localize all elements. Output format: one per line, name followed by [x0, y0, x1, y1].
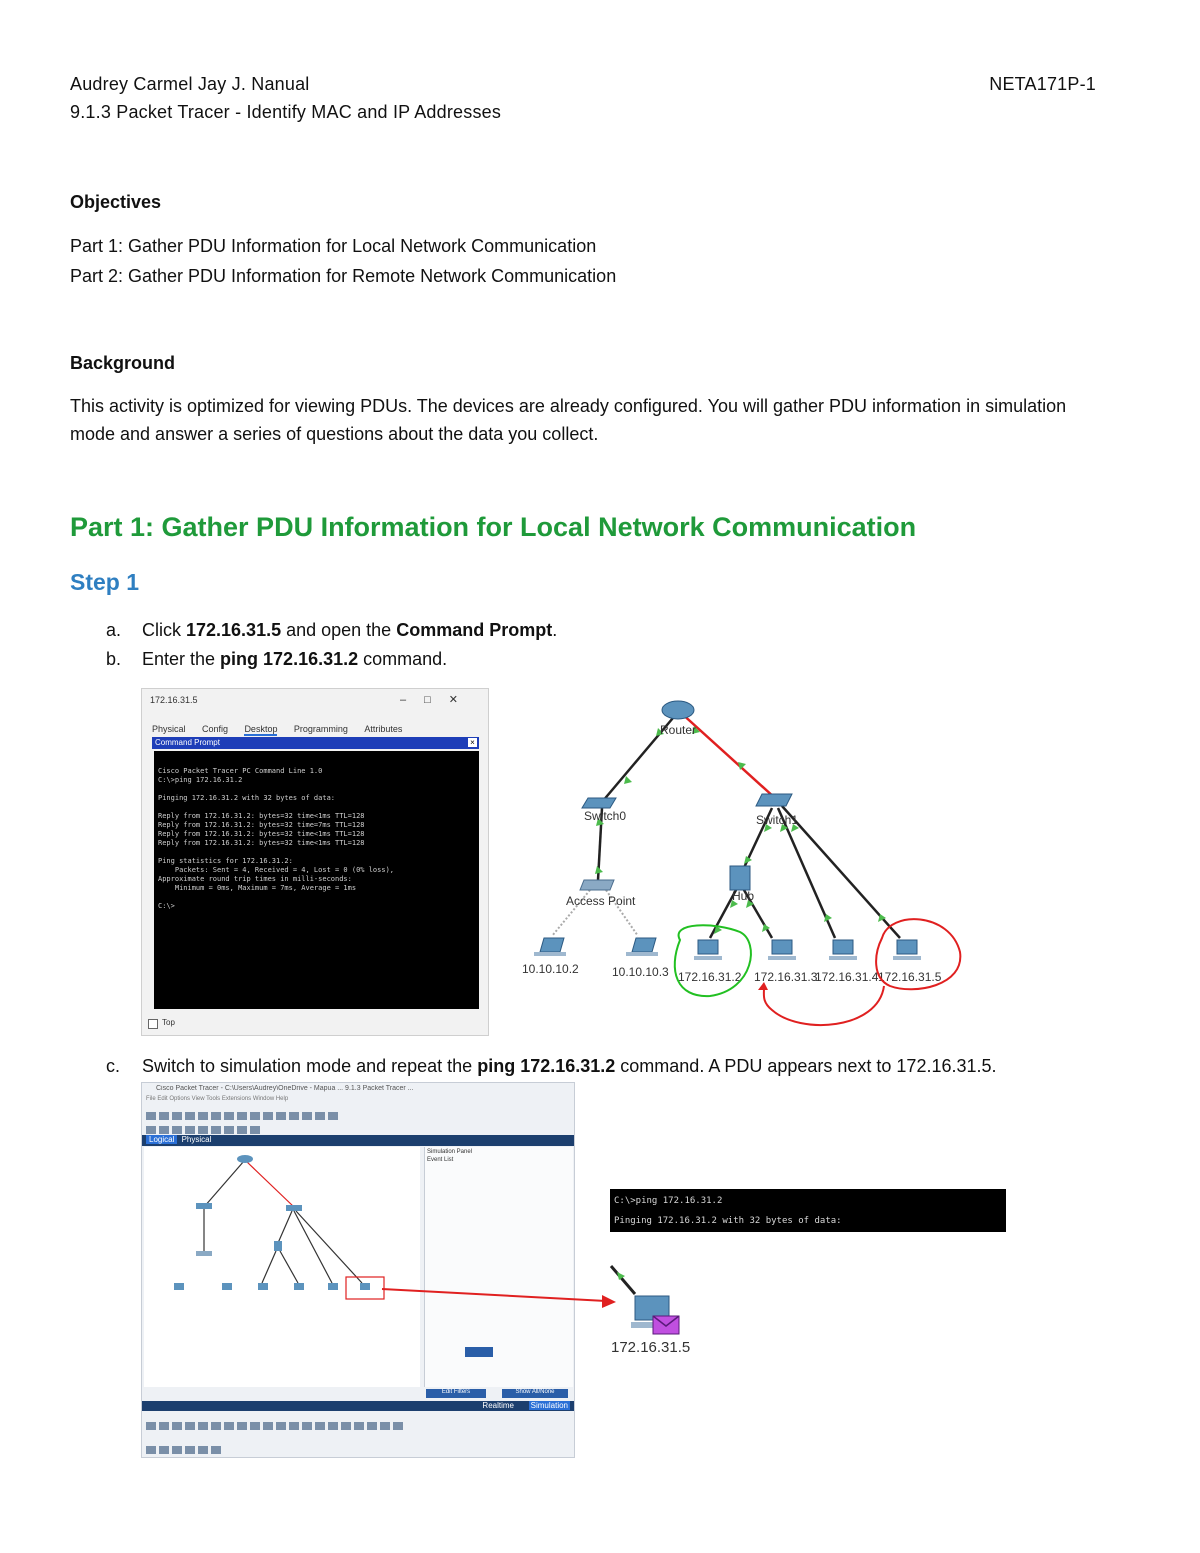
host-label-10-10-10-3: 10.10.10.3 — [612, 965, 669, 979]
zoomed-pc — [605, 1262, 715, 1362]
background-heading: Background — [70, 353, 176, 373]
play-controls[interactable] — [465, 1347, 493, 1357]
pc-172-16-31-5[interactable] — [893, 940, 921, 960]
command-line: C:\>ping 172.16.31.2 — [158, 776, 243, 784]
tab-logical[interactable]: Logical — [146, 1135, 177, 1144]
step-c-text-pre: Switch to simulation mode and repeat the — [142, 1056, 478, 1076]
laptop-10-10-10-2[interactable] — [534, 938, 566, 956]
step-b-text-pre: Enter the — [142, 649, 221, 669]
command-prompt-titlebar — [152, 737, 479, 749]
hub-icon[interactable] — [730, 866, 750, 890]
router-icon[interactable] — [662, 701, 694, 719]
command-output — [154, 751, 479, 1009]
tab-physical-workspace[interactable]: Physical — [181, 1135, 212, 1144]
command-line — [158, 785, 475, 794]
command-line: Packets: Sent = 4, Received = 4, Lost = 0 (0% loss), — [158, 866, 395, 874]
host-label-172-16-31-3: 172.16.31.3 — [754, 970, 818, 984]
command-line: Reply from 172.16.31.2: bytes=32 time=7ms TTL=128 — [158, 821, 365, 829]
tab-physical[interactable]: Physical — [152, 724, 186, 734]
pc-172-16-31-3[interactable] — [768, 940, 796, 960]
top-checkbox-label: Top — [162, 1018, 175, 1027]
command-line: Reply from 172.16.31.2: bytes=32 time<1ms TTL=128 — [158, 830, 365, 838]
zoom-cmd-line-2: Pinging 172.16.31.2 with 32 bytes of data: — [614, 1216, 842, 1226]
realtime-mode[interactable]: Realtime — [482, 1401, 514, 1410]
network-topology — [510, 690, 980, 1035]
zoom-arrow — [380, 1285, 620, 1309]
switch0-label: Switch0 — [584, 809, 627, 823]
tab-config[interactable]: Config — [201, 724, 228, 734]
ping-path-arrow — [764, 986, 884, 1025]
pc-desktop-window — [141, 688, 489, 1036]
laptop-10-10-10-3[interactable] — [626, 938, 658, 956]
window-title: 172.16.31.5 — [150, 695, 198, 705]
pt-menu[interactable]: File Edit Options View Tools Extensions Window Help — [146, 1096, 289, 1102]
step-a-text-post: . — [552, 620, 558, 640]
command-line — [158, 803, 475, 812]
command-line: Ping statistics for 172.16.31.2: — [158, 857, 293, 865]
step-b-command: ping 172.16.31.2 — [220, 649, 359, 669]
mini-topology — [144, 1147, 420, 1387]
host-label-172-16-31-2: 172.16.31.2 — [678, 970, 742, 984]
step-a-command-prompt: Command Prompt — [396, 620, 553, 640]
pt-logical-canvas[interactable] — [144, 1147, 420, 1387]
router-label: Router — [660, 723, 697, 737]
hub-label: Hub — [732, 889, 755, 903]
access-point-label: Access Point — [566, 894, 636, 908]
window-controls[interactable]: –□✕ — [400, 694, 476, 706]
tab-desktop[interactable]: Desktop — [244, 724, 278, 734]
simulation-panel — [424, 1147, 573, 1387]
device-palette-2[interactable] — [146, 1441, 224, 1458]
command-line — [158, 848, 475, 857]
part1-heading: Part 1: Gather PDU Information for Local Network Communication — [70, 512, 917, 542]
command-line: Cisco Packet Tracer PC Command Line 1.0 — [158, 767, 323, 775]
command-line: Reply from 172.16.31.2: bytes=32 time<1ms TTL=128 — [158, 812, 365, 820]
command-line: Reply from 172.16.31.2: bytes=32 time<1ms TTL=128 — [158, 839, 365, 847]
event-list-title: Event List — [427, 1157, 454, 1163]
host-label-172-16-31-5: 172.16.31.5 — [878, 970, 942, 984]
step-a-host: 172.16.31.5 — [186, 620, 282, 640]
simulation-mode[interactable]: Simulation — [530, 1401, 568, 1410]
step-c-text-post: command. A PDU appears next to 172.16.31.5. — [615, 1056, 997, 1076]
step-b-marker: b. — [106, 649, 122, 669]
pt-title: Cisco Packet Tracer - C:\Users\Audrey\OneDrive - Mapua ... 9.1.3 Packet Tracer ... — [156, 1085, 414, 1092]
window-tabs — [152, 719, 414, 737]
device-palette[interactable] — [146, 1417, 406, 1435]
author-name: Audrey Carmel Jay J. Nanual — [70, 74, 310, 94]
step-b-text-post: command. — [358, 649, 448, 669]
edit-filters-button[interactable]: Edit Filters — [426, 1389, 486, 1398]
pc-172-16-31-4[interactable] — [829, 940, 857, 960]
command-line: Pinging 172.16.31.2 with 32 bytes of data: — [158, 794, 336, 802]
command-line — [158, 893, 475, 902]
pt-bottom-bar — [142, 1401, 574, 1411]
background-text: This activity is optimized for viewing PDUs. The devices are already configured. You will gather PDU information in simulation mode and answer a series of questions about the data you collect. — [70, 396, 1067, 444]
step-b — [106, 649, 447, 670]
step-c-command: ping 172.16.31.2 — [477, 1056, 616, 1076]
switch1-label: Switch1 — [756, 813, 799, 827]
activity-title: 9.1.3 Packet Tracer - Identify MAC and IP Addresses — [70, 102, 502, 122]
switch1-icon[interactable] — [756, 794, 792, 806]
destination-highlight-circle — [675, 925, 751, 996]
course-code: NETA171P-1 — [989, 74, 1096, 94]
host-label-10-10-10-2: 10.10.10.2 — [522, 962, 579, 976]
access-point-icon[interactable] — [580, 880, 614, 890]
step1-heading: Step 1 — [70, 569, 140, 595]
switch0-icon[interactable] — [582, 798, 616, 808]
close-icon[interactable]: × — [468, 738, 477, 747]
objectives-heading: Objectives — [70, 192, 162, 212]
zoomed-pc-label: 172.16.31.5 — [611, 1339, 691, 1356]
zoomed-command-output — [610, 1189, 1006, 1232]
command-prompt-title: Command Prompt — [155, 738, 220, 747]
show-all-button[interactable]: Show All/None — [502, 1389, 568, 1398]
command-line: Minimum = 0ms, Maximum = 7ms, Average = 1ms — [158, 884, 357, 892]
top-checkbox[interactable] — [148, 1019, 158, 1029]
command-line: C:\> — [158, 902, 175, 910]
objective-item-2: Part 2: Gather PDU Information for Remote Network Communication — [70, 266, 617, 286]
packet-tracer-window — [141, 1082, 575, 1458]
objective-item-1: Part 1: Gather PDU Information for Local Network Communication — [70, 236, 597, 256]
step-c-marker: c. — [106, 1056, 121, 1076]
step-a-text-pre: Click — [142, 620, 186, 640]
command-line: Approximate round trip times in milli-seconds: — [158, 875, 352, 883]
step-a — [106, 620, 557, 641]
step-a-text-mid: and open the — [281, 620, 397, 640]
tab-attributes[interactable]: Attributes — [364, 724, 403, 734]
step-c — [106, 1056, 997, 1077]
host-label-172-16-31-4: 172.16.31.4 — [815, 970, 879, 984]
step-a-marker: a. — [106, 620, 122, 640]
pc-172-16-31-2[interactable] — [694, 940, 722, 960]
zoom-cmd-line-1: C:\>ping 172.16.31.2 — [614, 1196, 723, 1206]
pt-workspace-bar — [142, 1135, 574, 1146]
sim-panel-title: Simulation Panel — [427, 1149, 473, 1155]
tab-programming[interactable]: Programming — [293, 724, 348, 734]
